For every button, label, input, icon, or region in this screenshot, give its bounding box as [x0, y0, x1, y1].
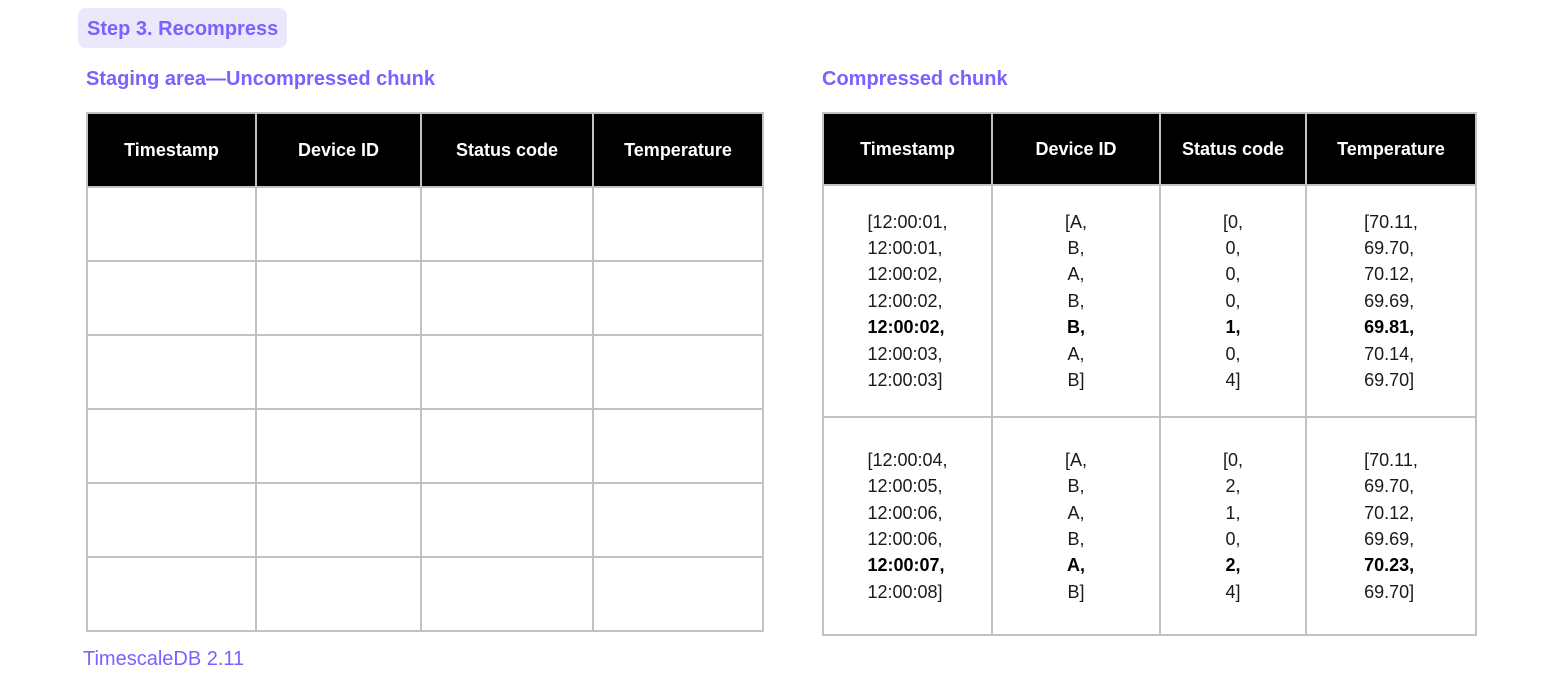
highlighted-value: 69.81,: [1364, 317, 1415, 338]
list-value: [0,: [1222, 449, 1243, 470]
header-temperature: Temperature: [593, 113, 763, 187]
table-row: [823, 417, 1476, 635]
table-row: [87, 335, 763, 409]
list-value: [12:00:04,: [867, 449, 948, 470]
compressed-table-body: [823, 185, 1476, 635]
empty-cell: [87, 187, 256, 261]
table-row: [87, 409, 763, 483]
list-value: 0,: [1225, 343, 1241, 364]
header-timestamp: Timestamp: [823, 113, 992, 185]
cell-timestamp: [823, 185, 992, 417]
list-value: 4]: [1225, 370, 1241, 391]
list-value: [70.11,: [1364, 211, 1418, 232]
cell-status-code: [1160, 185, 1306, 417]
timestamp-list: [867, 447, 947, 605]
list-value: 4]: [1225, 581, 1241, 602]
status-code-list: [1223, 209, 1243, 394]
device-id-list: [1065, 447, 1087, 605]
list-value: 12:00:06,: [867, 502, 943, 523]
list-value: [A,: [1064, 211, 1087, 232]
header-status-code: Status code: [1160, 113, 1306, 185]
version-label: TimescaleDB 2.11: [83, 648, 245, 670]
empty-cell: [421, 409, 593, 483]
empty-cell: [421, 187, 593, 261]
empty-cell: [421, 261, 593, 335]
empty-cell: [593, 409, 763, 483]
cell-status-code: [1160, 417, 1306, 635]
empty-cell: [87, 335, 256, 409]
empty-cell: [593, 483, 763, 557]
list-value: 12:00:03,: [867, 343, 943, 364]
header-temperature: Temperature: [1306, 113, 1476, 185]
empty-cell: [421, 335, 593, 409]
empty-cell: [593, 187, 763, 261]
list-value: 69.70,: [1364, 237, 1415, 258]
list-value: 69.70]: [1364, 370, 1415, 391]
empty-cell: [256, 409, 421, 483]
staging-area-title: Staging area—Uncompressed chunk: [86, 68, 435, 90]
table-row: [87, 483, 763, 557]
list-value: B,: [1067, 290, 1085, 311]
highlighted-value: A,: [1066, 555, 1085, 576]
highlighted-value: 12:00:02,: [867, 317, 945, 338]
list-value: 69.70,: [1364, 476, 1415, 497]
list-value: B]: [1067, 370, 1085, 391]
table-header-row: [823, 113, 1476, 185]
list-value: 0,: [1225, 237, 1241, 258]
list-value: 70.12,: [1364, 264, 1415, 285]
list-value: 1,: [1225, 502, 1241, 523]
table-header-row: [87, 113, 763, 187]
header-status-code: Status code: [421, 113, 593, 187]
list-value: A,: [1067, 502, 1085, 523]
cell-temperature: [1306, 417, 1476, 635]
list-value: B]: [1067, 581, 1085, 602]
list-value: B,: [1067, 237, 1085, 258]
list-value: B,: [1067, 529, 1085, 549]
list-value: 12:00:06,: [867, 529, 943, 549]
list-value: 2,: [1225, 476, 1241, 497]
compressed-chunk-table: [822, 112, 1477, 636]
list-value: 69.70]: [1364, 581, 1415, 602]
empty-cell: [593, 335, 763, 409]
list-value: [A,: [1064, 449, 1087, 470]
table-row: [823, 185, 1476, 417]
step-label: Step 3. Recompress: [78, 8, 287, 48]
list-value: 0,: [1225, 264, 1241, 285]
empty-cell: [421, 483, 593, 557]
list-value: 12:00:02,: [867, 264, 943, 285]
header-device-id: Device ID: [256, 113, 421, 187]
header-timestamp: Timestamp: [87, 113, 256, 187]
header-device-id: Device ID: [992, 113, 1160, 185]
cell-timestamp: [823, 417, 992, 635]
list-value: A,: [1067, 343, 1085, 364]
uncompressed-table-body: [87, 187, 763, 631]
cell-device-id: [992, 185, 1160, 417]
empty-cell: [256, 261, 421, 335]
highlighted-value: 12:00:07,: [867, 555, 945, 576]
empty-cell: [256, 335, 421, 409]
list-value: 12:00:03]: [867, 370, 943, 391]
empty-cell: [593, 557, 763, 631]
list-value: 70.12,: [1364, 502, 1415, 523]
list-value: [12:00:01,: [867, 211, 948, 232]
status-code-list: [1223, 447, 1243, 605]
list-value: 70.14,: [1364, 343, 1415, 364]
cell-device-id: [992, 417, 1160, 635]
list-value: 12:00:02,: [867, 290, 943, 311]
list-value: 69.69,: [1364, 529, 1415, 549]
empty-cell: [421, 557, 593, 631]
list-value: 0,: [1225, 290, 1241, 311]
empty-cell: [87, 261, 256, 335]
empty-cell: [87, 409, 256, 483]
timestamp-list: [867, 209, 947, 394]
list-value: [70.11,: [1364, 449, 1418, 470]
highlighted-value: 2,: [1225, 555, 1241, 576]
empty-cell: [256, 557, 421, 631]
cell-temperature: [1306, 185, 1476, 417]
table-row: [87, 187, 763, 261]
list-value: 0,: [1225, 529, 1241, 549]
highlighted-value: 70.23,: [1364, 555, 1415, 576]
temperature-list: [1364, 209, 1418, 394]
temperature-list: [1364, 447, 1418, 605]
list-value: 12:00:05,: [867, 476, 943, 497]
empty-cell: [87, 557, 256, 631]
list-value: [0,: [1222, 211, 1243, 232]
compressed-chunk-title: Compressed chunk: [822, 68, 1008, 90]
device-id-list: [1065, 209, 1087, 394]
list-value: 12:00:08]: [867, 581, 943, 602]
empty-cell: [593, 261, 763, 335]
highlighted-value: B,: [1066, 317, 1085, 338]
uncompressed-chunk-table: [86, 112, 764, 632]
table-row: [87, 261, 763, 335]
list-value: A,: [1067, 264, 1085, 285]
empty-cell: [87, 483, 256, 557]
empty-cell: [256, 483, 421, 557]
list-value: 69.69,: [1364, 290, 1415, 311]
list-value: 12:00:01,: [867, 237, 943, 258]
highlighted-value: 1,: [1225, 317, 1241, 338]
table-row: [87, 557, 763, 631]
list-value: B,: [1067, 476, 1085, 497]
empty-cell: [256, 187, 421, 261]
